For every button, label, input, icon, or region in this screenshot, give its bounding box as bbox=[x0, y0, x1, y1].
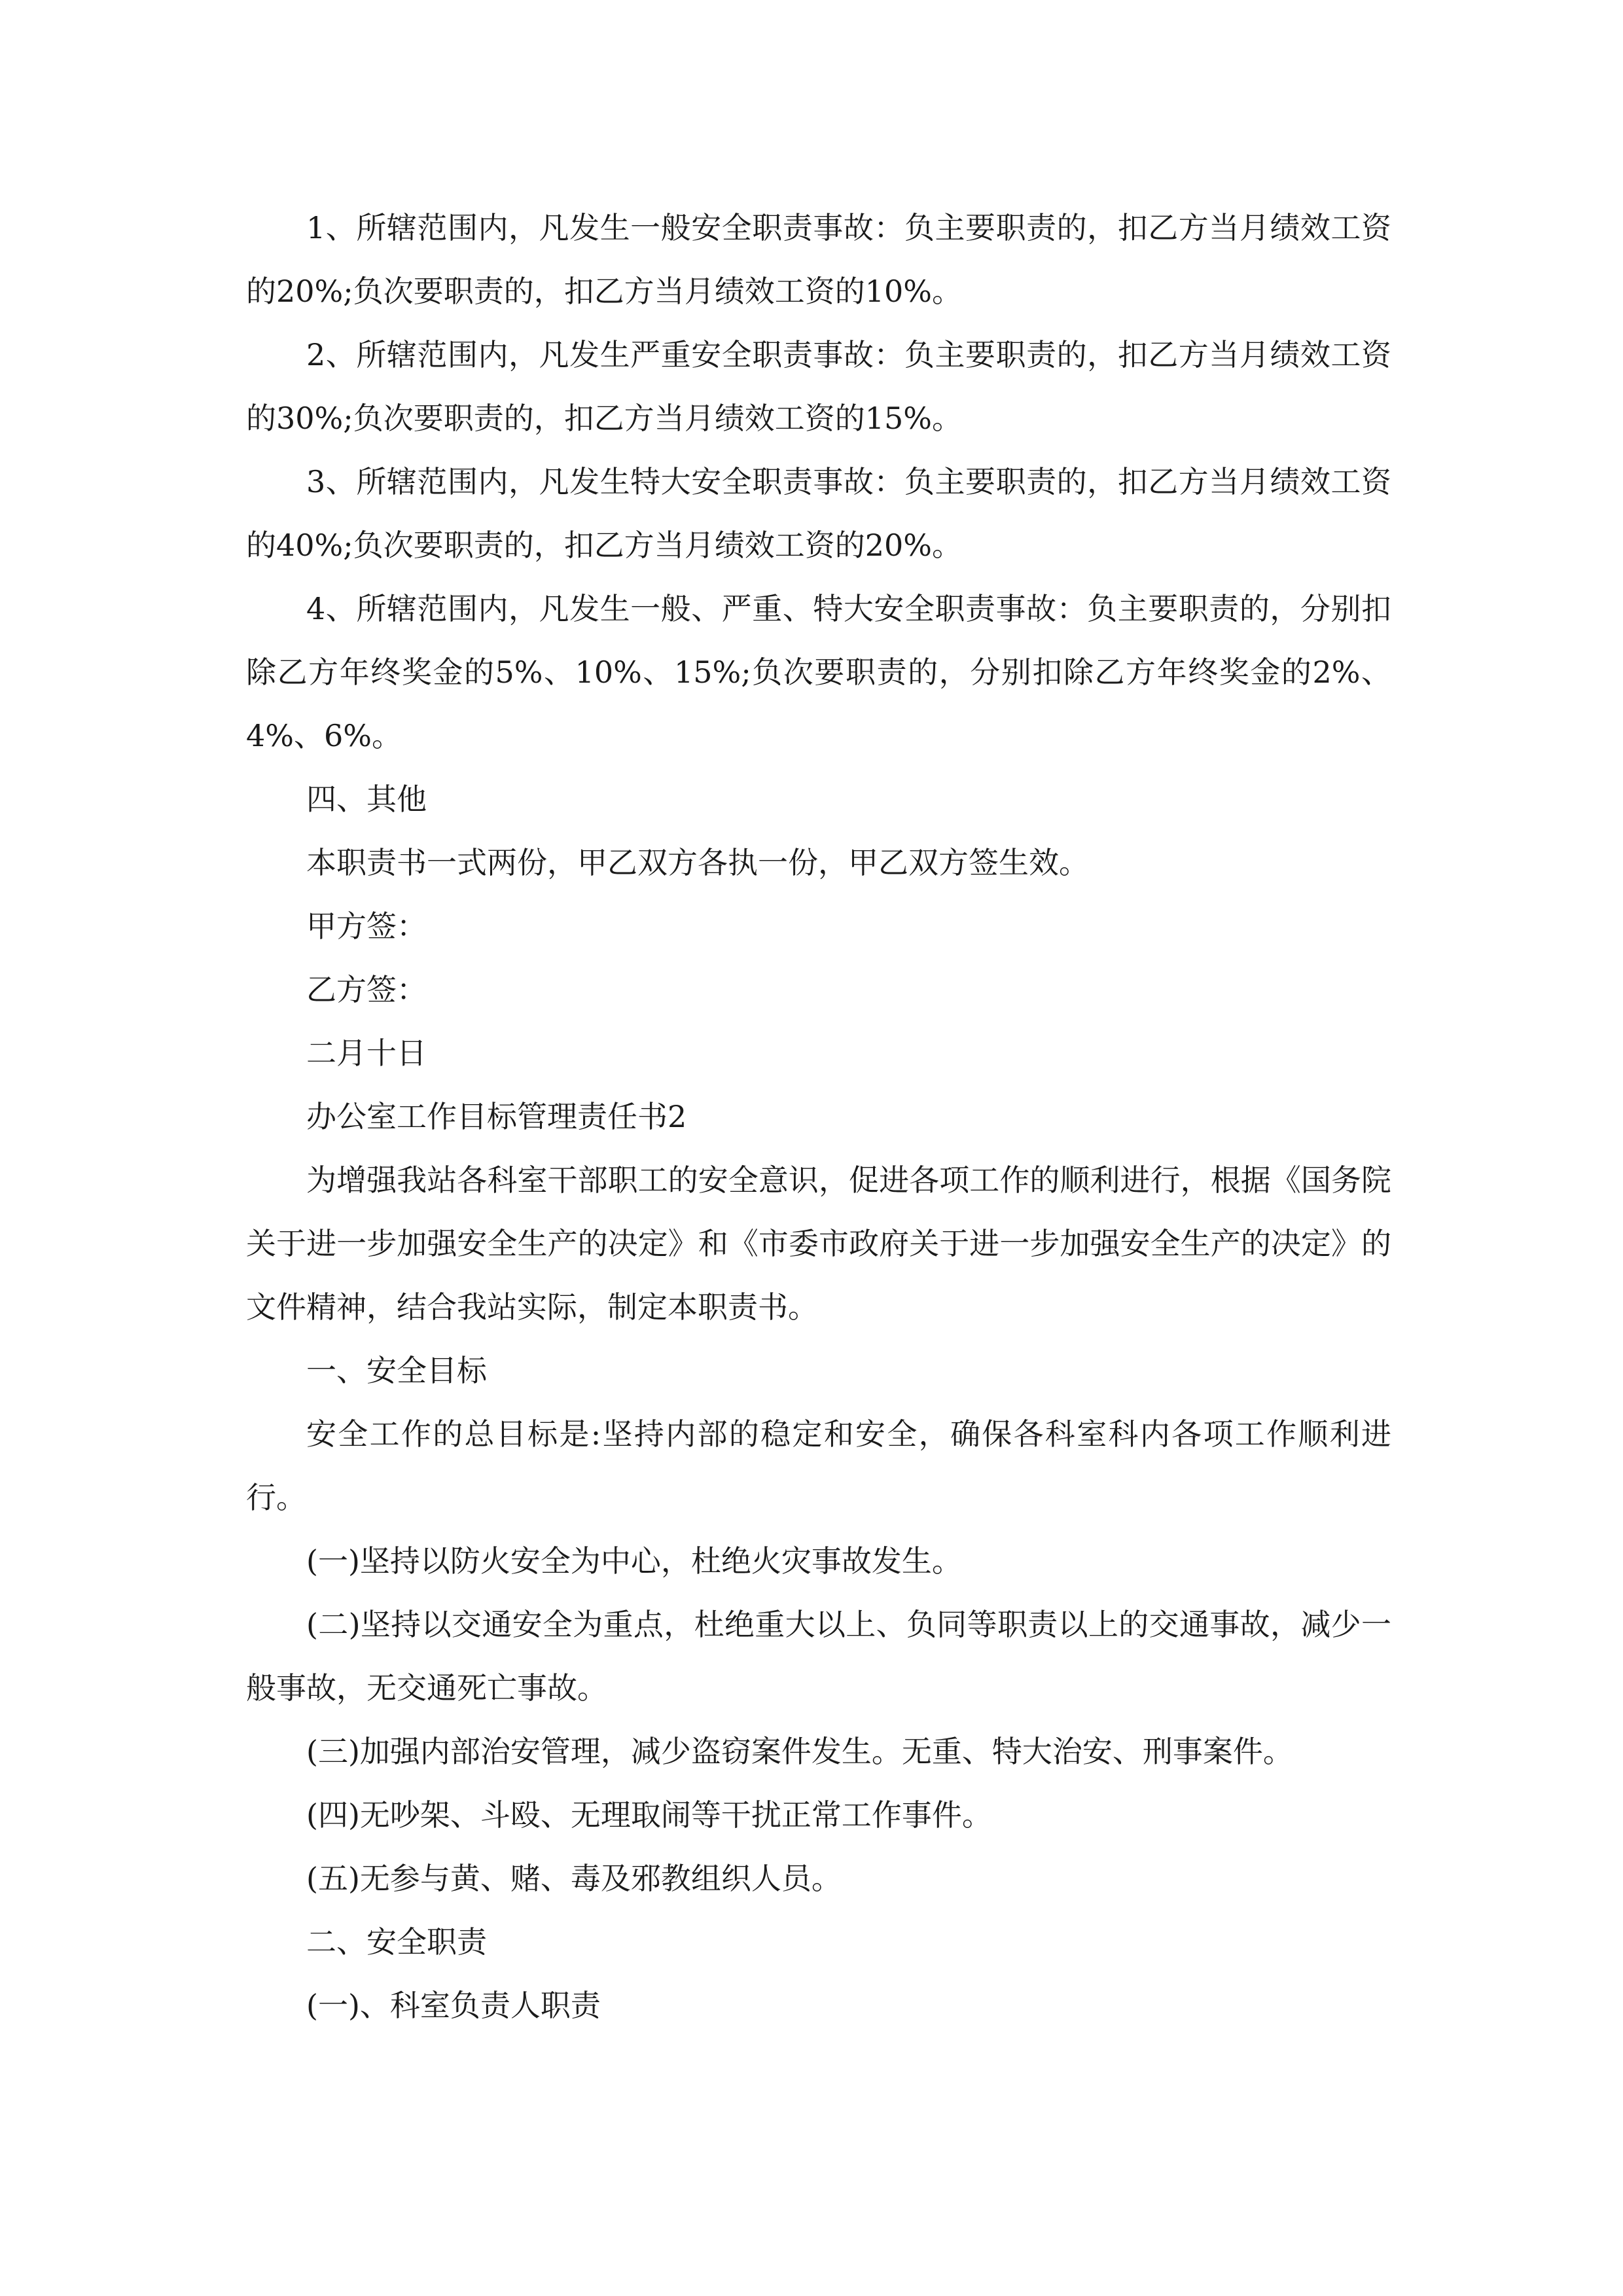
goal-item-4: (四)无吵架、斗殴、无理取闹等干扰正常工作事件。 bbox=[306, 1797, 992, 1833]
goal-item-1: (一)坚持以防火安全为中心，杜绝火灾事故发生。 bbox=[306, 1543, 962, 1579]
paragraph-1: 1、所辖范围内，凡发生一般安全职责事故：负主要职责的，扣乙方当月绩效工资的20%;负次要职责的，扣乙方当月绩效工资的10%。 bbox=[246, 210, 1391, 309]
paragraph-4: 4、所辖范围内，凡发生一般、严重、特大安全职责事故：负主要职责的，分别扣除乙方年终奖金的5%、10%、15%;负次要职责的，分别扣除乙方年终奖金的2%、4%、6%。 bbox=[246, 591, 1391, 753]
paragraph-3: 3、所辖范围内，凡发生特大安全职责事故：负主要职责的，扣乙方当月绩效工资的40%;负次要职责的，扣乙方当月绩效工资的20%。 bbox=[246, 464, 1391, 563]
section-heading-safety-duties: 二、安全职责 bbox=[306, 1924, 487, 1960]
paragraph-2: 2、所辖范围内，凡发生严重安全职责事故：负主要职责的，扣乙方当月绩效工资的30%;负次要职责的，扣乙方当月绩效工资的15%。 bbox=[246, 337, 1391, 436]
document-page bbox=[246, 196, 1391, 2037]
signature-party-b: 乙方签： bbox=[306, 972, 427, 1007]
subsection-heading-head-duties: (一)、科室负责人职责 bbox=[306, 1988, 601, 2023]
document-title-2: 办公室工作目标管理责任书2 bbox=[306, 1099, 687, 1134]
section-heading-safety-goals: 一、安全目标 bbox=[306, 1353, 487, 1388]
date-line: 二月十日 bbox=[306, 1035, 427, 1071]
goal-item-2: (二)坚持以交通安全为重点，杜绝重大以上、负同等职责以上的交通事故，减少一般事故，无交通死亡事故。 bbox=[246, 1607, 1391, 1706]
goal-item-3: (三)加强内部治安管理，减少盗窃案件发生。无重、特大治安、刑事案件。 bbox=[306, 1734, 1293, 1769]
signature-party-a: 甲方签： bbox=[306, 908, 427, 944]
section-heading-other: 四、其他 bbox=[306, 781, 427, 817]
intro-paragraph: 为增强我站各科室干部职工的安全意识，促进各项工作的顺利进行，根据《国务院关于进一步加强安全生产的决定》和《市委市政府关于进一步加强安全生产的决定》的文件精神，结合我站实际，制定本职责书。 bbox=[246, 1162, 1391, 1325]
goal-item-5: (五)无参与黄、赌、毒及邪教组织人员。 bbox=[306, 1861, 842, 1896]
paragraph-copies: 本职责书一式两份，甲乙双方各执一份，甲乙双方签生效。 bbox=[306, 845, 1089, 880]
paragraph-overall-goal: 安全工作的总目标是:坚持内部的稳定和安全，确保各科室科内各项工作顺利进行。 bbox=[246, 1416, 1391, 1515]
